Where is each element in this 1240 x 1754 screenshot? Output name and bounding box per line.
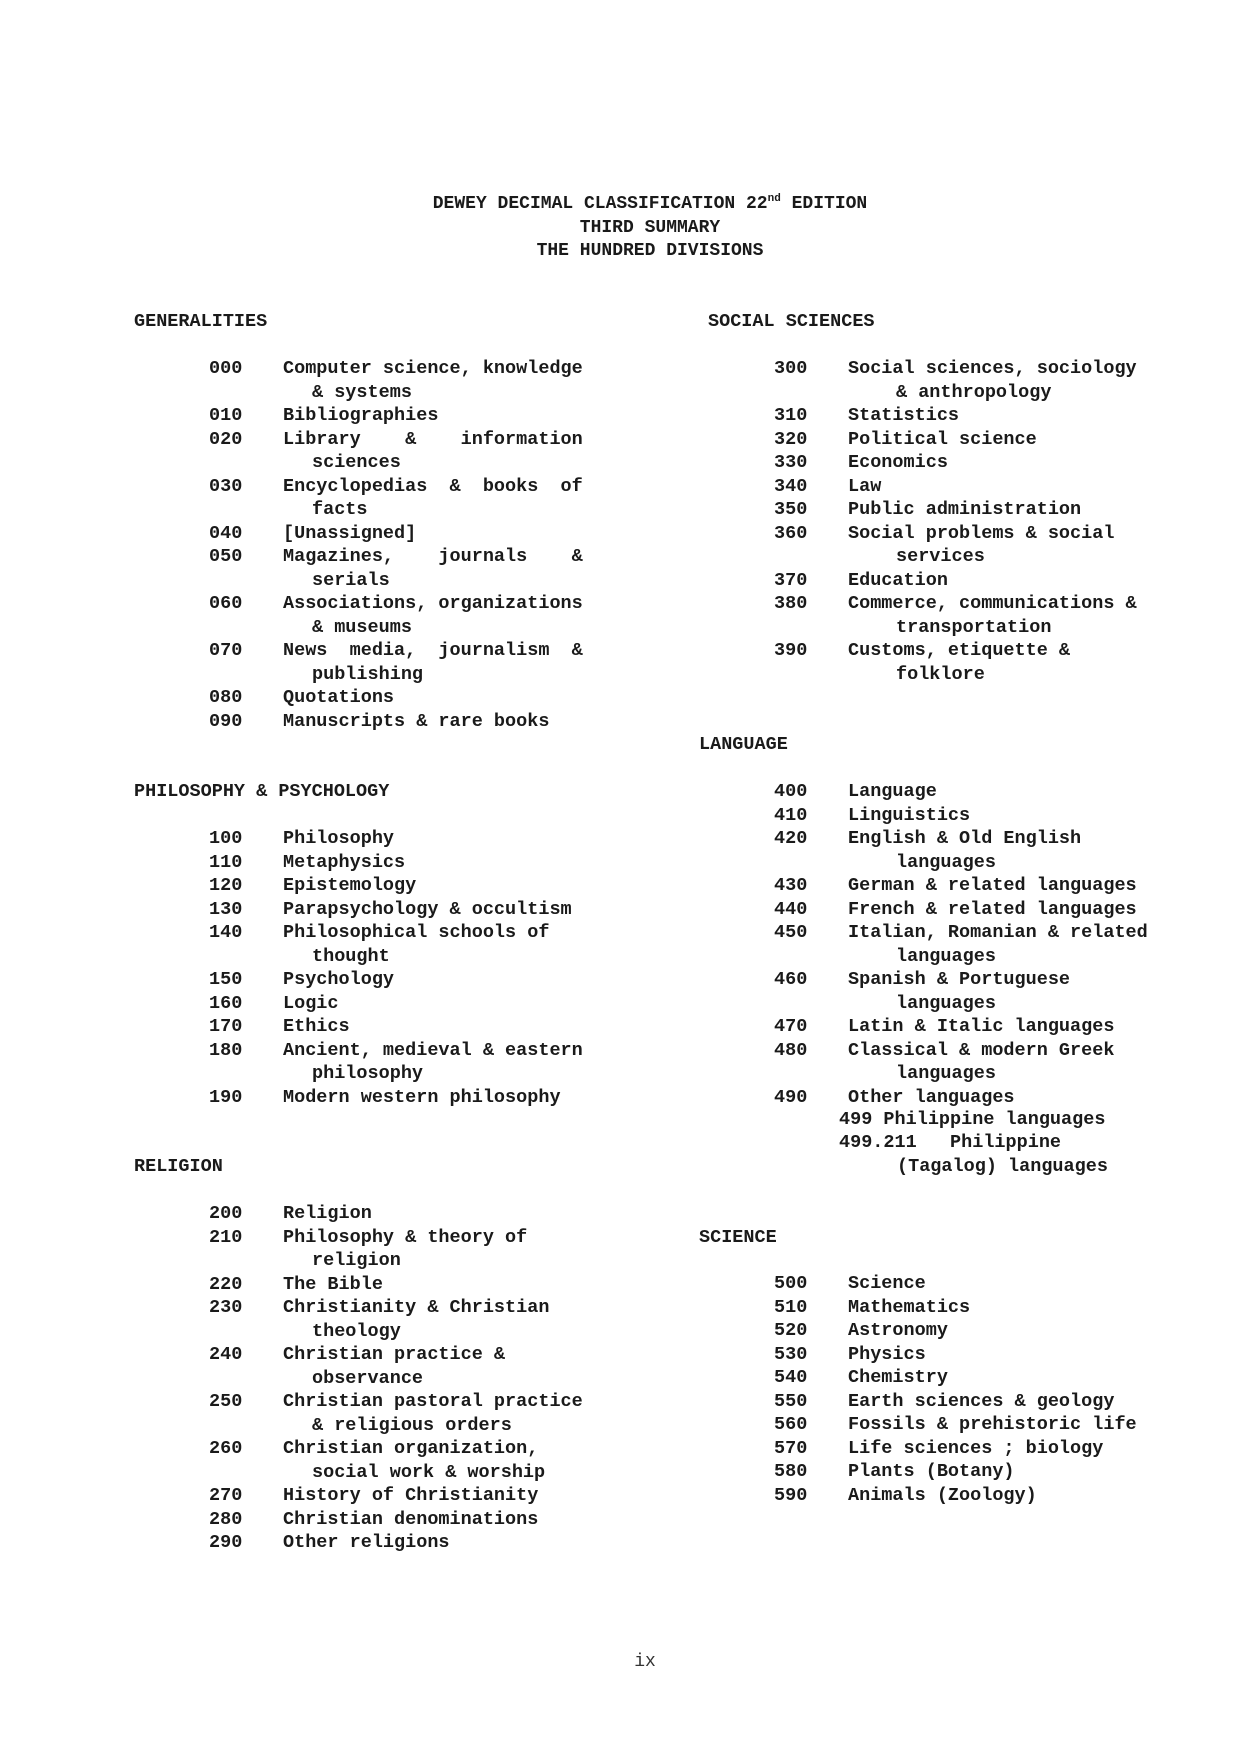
- number-spacer: [774, 851, 848, 875]
- entry-000-continued: [209, 381, 583, 405]
- entry-230-continued: [209, 1320, 583, 1344]
- number-spacer: [774, 992, 848, 1016]
- class-description: religion: [312, 1250, 401, 1271]
- class-description: Other languages: [848, 1086, 1015, 1108]
- number-spacer: [774, 663, 848, 687]
- class-number: 170: [209, 1016, 243, 1037]
- class-description: languages: [896, 1063, 996, 1084]
- entry-290: [209, 1531, 583, 1555]
- class-description: Physics: [848, 1343, 926, 1365]
- class-number: 040: [209, 522, 243, 544]
- number-spacer: [209, 1461, 283, 1485]
- entry-050-continued: [209, 569, 583, 593]
- class-description: Encyclopedias & books of: [283, 475, 583, 497]
- entries-language: [774, 780, 1148, 1109]
- entry-060-continued: [209, 616, 583, 640]
- class-number: 450: [774, 922, 808, 943]
- class-number: 230: [209, 1297, 243, 1318]
- class-description: Astronomy: [848, 1320, 948, 1341]
- class-number: 410: [774, 804, 808, 826]
- class-description: & religious orders: [312, 1414, 512, 1436]
- class-description: Education: [848, 569, 948, 591]
- number-spacer: [774, 381, 848, 405]
- number-spacer: [209, 1367, 283, 1391]
- class-description: Christian practice &: [283, 1344, 506, 1365]
- class-description: Latin & Italic languages: [848, 1016, 1115, 1037]
- class-description: Computer science, knowledge: [283, 358, 583, 379]
- class-description: Magazines, journals &: [283, 546, 583, 567]
- entry-100: [209, 827, 583, 851]
- class-number: 420: [774, 828, 808, 849]
- entry-310: [774, 404, 1137, 428]
- class-description: Epistemology: [283, 875, 417, 896]
- section-title-science: SCIENCE: [699, 1227, 777, 1248]
- class-description: Ethics: [283, 1016, 350, 1037]
- edition-superscript: nd: [767, 193, 781, 205]
- entry-410: [774, 804, 1148, 828]
- number-spacer: [774, 616, 848, 640]
- entry-380: [774, 592, 1137, 616]
- class-description: languages: [896, 992, 996, 1014]
- class-number: 030: [209, 475, 243, 497]
- sub-entry-499-211-cont: (Tagalog) languages: [897, 1156, 1108, 1177]
- class-description: History of Christianity: [283, 1485, 539, 1506]
- class-description: Bibliographies: [283, 405, 439, 426]
- class-description: Metaphysics: [283, 851, 406, 873]
- class-number: 010: [209, 405, 243, 426]
- class-number: 380: [774, 593, 808, 614]
- class-number: 130: [209, 898, 243, 920]
- number-spacer: [209, 451, 283, 475]
- class-description: English & Old English: [848, 828, 1082, 849]
- entry-020: [209, 428, 583, 452]
- entry-360-continued: [774, 545, 1137, 569]
- entry-390-continued: [774, 663, 1137, 687]
- class-description: Animals (Zoology): [848, 1484, 1037, 1506]
- entry-320: [774, 428, 1137, 452]
- class-number: 140: [209, 922, 243, 943]
- section-title-social-sciences: SOCIAL SCIENCES: [708, 311, 875, 332]
- class-number: 200: [209, 1203, 243, 1224]
- section-title-generalities: GENERALITIES: [134, 311, 268, 332]
- class-description: Spanish & Portuguese: [848, 969, 1071, 990]
- class-number: 500: [774, 1273, 808, 1294]
- entry-340: [774, 475, 1137, 499]
- entry-450-continued: [774, 945, 1148, 969]
- class-description: languages: [896, 851, 996, 873]
- section-title-religion: RELIGION: [134, 1156, 223, 1177]
- class-number: 300: [774, 358, 808, 379]
- entry-260: [209, 1437, 583, 1461]
- entry-510: [774, 1296, 1137, 1320]
- entry-460: [774, 968, 1148, 992]
- class-number: 590: [774, 1484, 808, 1506]
- class-number: 530: [774, 1343, 808, 1365]
- number-spacer: [774, 945, 848, 969]
- entry-000: [209, 357, 583, 381]
- class-description: Christianity & Christian: [283, 1297, 550, 1318]
- class-number: 470: [774, 1016, 808, 1037]
- class-description: Ancient, medieval & eastern: [283, 1039, 583, 1061]
- entry-380-continued: [774, 616, 1137, 640]
- entry-160: [209, 992, 583, 1016]
- class-description: Social problems & social: [848, 522, 1115, 544]
- class-description: Classical & modern Greek: [848, 1039, 1115, 1061]
- class-description: Logic: [283, 992, 339, 1014]
- header-line-2: THIRD SUMMARY: [579, 217, 721, 238]
- entry-150: [209, 968, 583, 992]
- class-description: Other religions: [283, 1532, 450, 1553]
- class-number: 270: [209, 1485, 243, 1506]
- class-description: News media, journalism &: [283, 640, 583, 661]
- class-description: Parapsychology & occultism: [283, 898, 572, 920]
- entry-030-continued: [209, 498, 583, 522]
- class-number: 110: [209, 851, 243, 873]
- number-spacer: [209, 1414, 283, 1438]
- entry-070-continued: [209, 663, 583, 687]
- class-number: 390: [774, 640, 808, 661]
- class-number: 310: [774, 405, 808, 426]
- class-number: 430: [774, 875, 808, 896]
- class-description: & anthropology: [896, 381, 1052, 403]
- class-description: Linguistics: [848, 804, 971, 826]
- number-spacer: [209, 1249, 283, 1273]
- class-number: 120: [209, 875, 243, 896]
- entry-360: [774, 522, 1137, 546]
- section-title-philosophy: PHILOSOPHY & PSYCHOLOGY: [134, 781, 390, 802]
- class-description: Italian, Romanian & related: [848, 922, 1148, 943]
- entries-social-sciences: [774, 357, 1137, 686]
- entry-560: [774, 1413, 1137, 1437]
- sub-entry-499-211: 499.211 Philippine: [839, 1132, 1062, 1153]
- entry-040: [209, 522, 583, 546]
- number-spacer: [209, 1320, 283, 1344]
- number-spacer: [209, 616, 283, 640]
- class-number: 190: [209, 1086, 243, 1108]
- number-spacer: [774, 545, 848, 569]
- class-number: 560: [774, 1414, 808, 1435]
- entry-180: [209, 1039, 583, 1063]
- class-number: 350: [774, 499, 808, 520]
- entry-130: [209, 898, 583, 922]
- number-spacer: [209, 498, 283, 522]
- class-number: 210: [209, 1226, 243, 1248]
- section-title-language: LANGUAGE: [699, 734, 788, 755]
- entry-440: [774, 898, 1148, 922]
- class-description: Psychology: [283, 969, 395, 990]
- entry-580: [774, 1460, 1137, 1484]
- entry-420-continued: [774, 851, 1148, 875]
- class-number: 080: [209, 687, 243, 708]
- class-description: Manuscripts & rare books: [283, 710, 550, 732]
- class-number: 340: [774, 475, 808, 497]
- entry-030: [209, 475, 583, 499]
- class-description: & museums: [312, 616, 412, 638]
- entry-170: [209, 1015, 583, 1039]
- page-number: ix: [634, 1652, 656, 1672]
- class-number: 240: [209, 1344, 243, 1365]
- class-description: observance: [312, 1367, 424, 1389]
- class-description: & systems: [312, 381, 412, 403]
- class-description: Plants (Botany): [848, 1461, 1015, 1482]
- sub-entry-499: 499 Philippine languages: [839, 1109, 1106, 1130]
- entry-520: [774, 1319, 1137, 1343]
- class-description: Science: [848, 1273, 926, 1294]
- header-line-3: THE HUNDRED DIVISIONS: [536, 241, 764, 261]
- class-description: German & related languages: [848, 875, 1137, 896]
- entry-300-continued: [774, 381, 1137, 405]
- class-description: Life sciences ; biology: [848, 1437, 1104, 1459]
- class-description: services: [896, 546, 985, 567]
- class-description: Statistics: [848, 405, 960, 426]
- class-description: folklore: [896, 663, 985, 685]
- class-description: Customs, etiquette &: [848, 640, 1071, 661]
- class-description: social work & worship: [312, 1461, 546, 1483]
- class-description: Fossils & prehistoric life: [848, 1414, 1137, 1435]
- entry-480: [774, 1039, 1148, 1063]
- class-description: Philosophy: [283, 828, 395, 849]
- class-description: Public administration: [848, 499, 1082, 520]
- class-number: 480: [774, 1039, 808, 1061]
- class-description: Earth sciences & geology: [848, 1390, 1115, 1412]
- class-description: Law: [848, 475, 882, 497]
- entry-120: [209, 874, 583, 898]
- entry-090: [209, 710, 583, 734]
- class-description: Economics: [848, 452, 948, 473]
- entry-250-continued: [209, 1414, 583, 1438]
- class-description: [Unassigned]: [283, 522, 417, 544]
- number-spacer: [209, 945, 283, 969]
- entry-470: [774, 1015, 1148, 1039]
- entry-220: [209, 1273, 583, 1297]
- class-description: Modern western philosophy: [283, 1086, 561, 1108]
- entry-240: [209, 1343, 583, 1367]
- class-description: Political science: [848, 428, 1037, 450]
- class-number: 510: [774, 1296, 808, 1318]
- entry-390: [774, 639, 1137, 663]
- class-number: 050: [209, 546, 243, 567]
- class-description: sciences: [312, 452, 401, 473]
- class-number: 550: [774, 1390, 808, 1412]
- class-description: thought: [312, 945, 390, 967]
- number-spacer: [774, 1062, 848, 1086]
- entry-070: [209, 639, 583, 663]
- entry-080: [209, 686, 583, 710]
- class-number: 280: [209, 1508, 243, 1530]
- entry-480-continued: [774, 1062, 1148, 1086]
- class-description: Religion: [283, 1203, 372, 1224]
- entry-420: [774, 827, 1148, 851]
- class-description: Philosophical schools of: [283, 922, 550, 943]
- class-description: Library & information: [283, 428, 583, 450]
- class-description: publishing: [312, 663, 424, 685]
- class-number: 000: [209, 358, 243, 379]
- number-spacer: [209, 1062, 283, 1086]
- entries-science: [774, 1272, 1137, 1507]
- entry-400: [774, 780, 1148, 804]
- class-description: Chemistry: [848, 1367, 948, 1388]
- class-number: 520: [774, 1320, 808, 1341]
- class-description: Christian organization,: [283, 1438, 539, 1459]
- class-number: 160: [209, 992, 243, 1014]
- entries-religion: [209, 1202, 583, 1555]
- entry-050: [209, 545, 583, 569]
- entry-060: [209, 592, 583, 616]
- class-description: philosophy: [312, 1063, 424, 1084]
- class-description: Mathematics: [848, 1296, 971, 1318]
- entry-200: [209, 1202, 583, 1226]
- class-description: Philosophy & theory of: [283, 1226, 528, 1248]
- entry-110: [209, 851, 583, 875]
- class-number: 540: [774, 1367, 808, 1388]
- header-line-1: DEWEY DECIMAL CLASSIFICATION 22nd EDITION: [432, 193, 868, 214]
- class-number: 250: [209, 1391, 243, 1412]
- entry-370: [774, 569, 1137, 593]
- entry-300: [774, 357, 1137, 381]
- class-description: Commerce, communications &: [848, 593, 1137, 614]
- entry-260-continued: [209, 1461, 583, 1485]
- class-number: 400: [774, 781, 808, 802]
- entry-490: [774, 1086, 1148, 1110]
- number-spacer: [209, 663, 283, 687]
- class-number: 580: [774, 1461, 808, 1482]
- class-number: 320: [774, 428, 808, 450]
- entry-010: [209, 404, 583, 428]
- entry-550: [774, 1390, 1137, 1414]
- entries-philosophy: [209, 827, 583, 1109]
- class-number: 150: [209, 969, 243, 990]
- class-description: Associations, organizations: [283, 593, 583, 614]
- entry-450: [774, 921, 1148, 945]
- class-description: French & related languages: [848, 898, 1137, 920]
- class-description: Quotations: [283, 687, 395, 708]
- number-spacer: [209, 569, 283, 593]
- class-description: Christian denominations: [283, 1508, 539, 1530]
- entry-430: [774, 874, 1148, 898]
- class-number: 100: [209, 828, 243, 849]
- entry-180-continued: [209, 1062, 583, 1086]
- entry-570: [774, 1437, 1137, 1461]
- class-description: The Bible: [283, 1273, 383, 1295]
- number-spacer: [209, 381, 283, 405]
- class-number: 330: [774, 452, 808, 473]
- entry-140: [209, 921, 583, 945]
- class-description: Social sciences, sociology: [848, 358, 1137, 379]
- entry-020-continued: [209, 451, 583, 475]
- entry-330: [774, 451, 1137, 475]
- class-description: theology: [312, 1320, 401, 1342]
- class-number: 290: [209, 1532, 243, 1553]
- class-number: 220: [209, 1273, 243, 1295]
- class-description: facts: [312, 499, 368, 520]
- entry-280: [209, 1508, 583, 1532]
- class-description: Christian pastoral practice: [283, 1391, 583, 1412]
- class-number: 180: [209, 1039, 243, 1061]
- entries-generalities: [209, 357, 583, 733]
- entry-190: [209, 1086, 583, 1110]
- class-number: 060: [209, 593, 243, 614]
- entry-210: [209, 1226, 583, 1250]
- entry-350: [774, 498, 1137, 522]
- class-number: 360: [774, 522, 808, 544]
- class-number: 440: [774, 898, 808, 920]
- entry-590: [774, 1484, 1137, 1508]
- class-number: 490: [774, 1086, 808, 1108]
- class-number: 020: [209, 428, 243, 450]
- entry-230: [209, 1296, 583, 1320]
- class-description: Language: [848, 781, 937, 802]
- class-number: 370: [774, 569, 808, 591]
- entry-270: [209, 1484, 583, 1508]
- class-number: 570: [774, 1437, 808, 1459]
- entry-140-continued: [209, 945, 583, 969]
- entry-540: [774, 1366, 1137, 1390]
- entry-240-continued: [209, 1367, 583, 1391]
- entry-250: [209, 1390, 583, 1414]
- entry-460-continued: [774, 992, 1148, 1016]
- class-description: serials: [312, 569, 390, 591]
- class-description: transportation: [896, 616, 1052, 638]
- document-header: [0, 193, 1240, 264]
- class-number: 460: [774, 969, 808, 990]
- entry-500: [774, 1272, 1137, 1296]
- class-number: 260: [209, 1438, 243, 1459]
- entry-210-continued: [209, 1249, 583, 1273]
- class-number: 070: [209, 640, 243, 661]
- class-description: languages: [896, 945, 996, 967]
- class-number: 090: [209, 710, 243, 732]
- entry-530: [774, 1343, 1137, 1367]
